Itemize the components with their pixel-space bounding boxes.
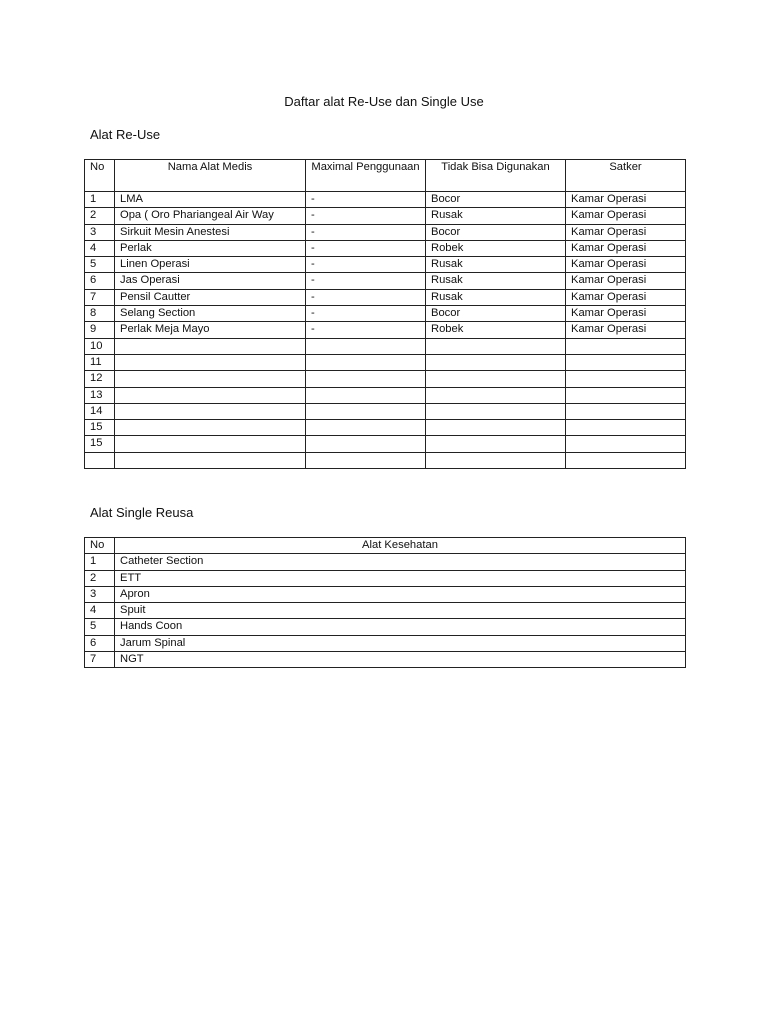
table-cell: - <box>306 208 426 224</box>
table-cell: Selang Section <box>115 306 306 322</box>
table-cell: Rusak <box>426 273 566 289</box>
table-row <box>85 257 686 273</box>
table-cell: 5 <box>85 257 115 273</box>
table-cell: 2 <box>85 570 115 586</box>
table-cell: 8 <box>85 306 115 322</box>
table-row <box>85 354 686 370</box>
table-cell <box>306 436 426 452</box>
table-cell: 1 <box>85 192 115 208</box>
table-cell: Kamar Operasi <box>566 240 686 256</box>
table-row <box>85 208 686 224</box>
table-cell: Perlak <box>115 240 306 256</box>
table-cell <box>115 420 306 436</box>
table-cell <box>306 420 426 436</box>
table-cell <box>566 354 686 370</box>
table-cell: Kamar Operasi <box>566 289 686 305</box>
table-row <box>85 436 686 452</box>
table-cell: 1 <box>85 554 115 570</box>
table-cell <box>426 452 566 468</box>
table-cell <box>115 452 306 468</box>
table-cell: Robek <box>426 240 566 256</box>
table-row <box>85 387 686 403</box>
table-row <box>85 224 686 240</box>
table-cell: 7 <box>85 652 115 668</box>
table-cell <box>426 420 566 436</box>
table-cell: 13 <box>85 387 115 403</box>
table-cell: Hands Coon <box>115 619 686 635</box>
table-cell: Jarum Spinal <box>115 635 686 651</box>
table-cell: 4 <box>85 240 115 256</box>
table-cell <box>426 371 566 387</box>
header-no: No <box>85 538 115 554</box>
table-cell: ETT <box>115 570 686 586</box>
table-cell <box>306 371 426 387</box>
table-cell <box>566 403 686 419</box>
table-cell: 9 <box>85 322 115 338</box>
header-alat-kesehatan: Alat Kesehatan <box>115 538 686 554</box>
table-row <box>85 635 686 651</box>
table-cell <box>426 338 566 354</box>
table-cell <box>115 436 306 452</box>
table-cell: LMA <box>115 192 306 208</box>
table-row <box>85 338 686 354</box>
table-cell <box>85 452 115 468</box>
table-cell: 6 <box>85 635 115 651</box>
single-section-heading: Alat Single Reusa <box>90 505 194 520</box>
table-cell: Apron <box>115 586 686 602</box>
table-cell: 15 <box>85 436 115 452</box>
table-cell: Bocor <box>426 192 566 208</box>
table-row <box>85 306 686 322</box>
table-cell: 10 <box>85 338 115 354</box>
table-row <box>85 420 686 436</box>
table-cell: Jas Operasi <box>115 273 306 289</box>
table-cell: Rusak <box>426 257 566 273</box>
table-cell: Opa ( Oro Phariangeal Air Way <box>115 208 306 224</box>
table-cell <box>426 403 566 419</box>
reuse-table <box>84 159 686 469</box>
table-cell: - <box>306 240 426 256</box>
table-cell: Pensil Cautter <box>115 289 306 305</box>
table-cell: Kamar Operasi <box>566 208 686 224</box>
table-cell <box>566 387 686 403</box>
single-use-table <box>84 537 686 668</box>
table-cell <box>306 338 426 354</box>
table-cell: Kamar Operasi <box>566 306 686 322</box>
header-tidak-bisa-digunakan: Tidak Bisa Digunakan <box>426 160 566 192</box>
table-cell <box>115 387 306 403</box>
table-cell: Kamar Operasi <box>566 192 686 208</box>
table-cell: Sirkuit Mesin Anestesi <box>115 224 306 240</box>
table-cell: 4 <box>85 603 115 619</box>
table-cell: Catheter Section <box>115 554 686 570</box>
table-row <box>85 570 686 586</box>
table-cell: 15 <box>85 420 115 436</box>
table-cell: Bocor <box>426 224 566 240</box>
table-cell: 14 <box>85 403 115 419</box>
table-cell: - <box>306 192 426 208</box>
table-cell: 5 <box>85 619 115 635</box>
table-cell: Spuit <box>115 603 686 619</box>
table-cell <box>306 354 426 370</box>
table-cell: 7 <box>85 289 115 305</box>
table-row <box>85 403 686 419</box>
table-cell <box>566 420 686 436</box>
table-cell <box>426 387 566 403</box>
table-cell: Perlak Meja Mayo <box>115 322 306 338</box>
table-cell <box>306 403 426 419</box>
header-no: No <box>85 160 115 192</box>
table-cell <box>115 338 306 354</box>
table-row <box>85 619 686 635</box>
table-cell <box>566 338 686 354</box>
table-cell: Linen Operasi <box>115 257 306 273</box>
table-cell: Kamar Operasi <box>566 273 686 289</box>
table-cell: NGT <box>115 652 686 668</box>
table-header-row <box>85 160 686 192</box>
table-cell: - <box>306 257 426 273</box>
table-cell: 3 <box>85 224 115 240</box>
table-cell <box>306 387 426 403</box>
header-nama-alat-medis: Nama Alat Medis <box>115 160 306 192</box>
table-cell <box>115 354 306 370</box>
table-row <box>85 289 686 305</box>
table-row <box>85 554 686 570</box>
table-row <box>85 273 686 289</box>
table-cell: - <box>306 322 426 338</box>
reuse-section-heading: Alat Re-Use <box>90 127 161 142</box>
table-cell: - <box>306 224 426 240</box>
table-cell: 11 <box>85 354 115 370</box>
table-row <box>85 192 686 208</box>
table-cell: Robek <box>426 322 566 338</box>
table-cell: Bocor <box>426 306 566 322</box>
table-cell <box>566 452 686 468</box>
table-cell: Kamar Operasi <box>566 224 686 240</box>
table-row <box>85 322 686 338</box>
table-cell: 3 <box>85 586 115 602</box>
table-cell <box>115 371 306 387</box>
table-cell: - <box>306 273 426 289</box>
table-cell: Kamar Operasi <box>566 322 686 338</box>
table-row <box>85 371 686 387</box>
table-row <box>85 652 686 668</box>
table-cell <box>566 371 686 387</box>
header-satker: Satker <box>566 160 686 192</box>
table-header-row <box>85 538 686 554</box>
table-row <box>85 452 686 468</box>
table-row <box>85 240 686 256</box>
table-cell <box>306 452 426 468</box>
page-title: Daftar alat Re-Use dan Single Use <box>284 94 484 109</box>
table-cell <box>426 436 566 452</box>
header-maximal-penggunaan: Maximal Penggunaan <box>306 160 426 192</box>
table-cell: Rusak <box>426 289 566 305</box>
table-cell: - <box>306 306 426 322</box>
table-cell <box>115 403 306 419</box>
table-cell: Kamar Operasi <box>566 257 686 273</box>
table-cell <box>566 436 686 452</box>
table-cell: - <box>306 289 426 305</box>
table-row <box>85 586 686 602</box>
table-cell <box>426 354 566 370</box>
table-row <box>85 603 686 619</box>
table-cell: 12 <box>85 371 115 387</box>
table-cell: 2 <box>85 208 115 224</box>
table-cell: 6 <box>85 273 115 289</box>
table-cell: Rusak <box>426 208 566 224</box>
